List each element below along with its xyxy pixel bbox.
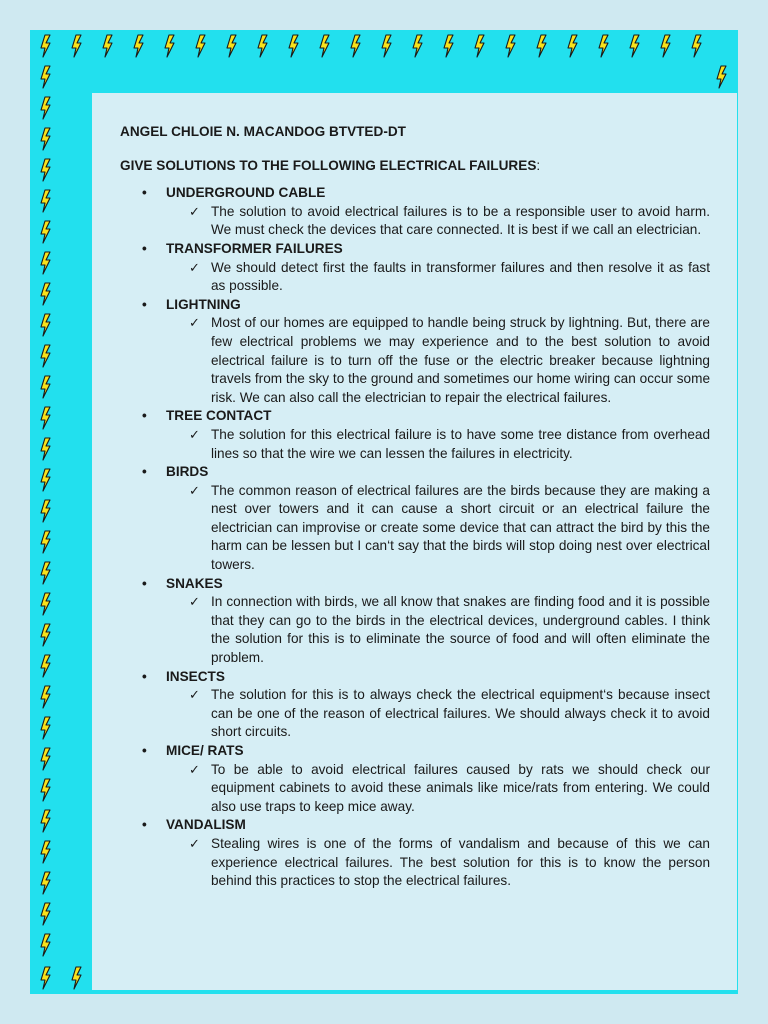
lightning-bolt-icon <box>41 252 50 274</box>
lightning-bolt-icon <box>382 35 391 57</box>
failure-list <box>120 184 710 891</box>
item-title-text: INSECTS <box>166 668 225 684</box>
lightning-bolt-icon <box>41 221 50 243</box>
lightning-bolt-icon <box>351 35 360 57</box>
list-item <box>120 575 710 668</box>
lightning-bolt-icon <box>41 190 50 212</box>
lightning-bolt-icon <box>41 717 50 739</box>
lightning-bolt-icon <box>41 967 50 989</box>
item-answer-text: To be able to avoid electrical failures caused by rats we should check our equipment cabinets to avoid these animals like mice/rats from entering. We could also use traps to keep mice away. <box>211 761 710 814</box>
lightning-bolt-icon <box>320 35 329 57</box>
lightning-bolt-icon <box>41 128 50 150</box>
lightning-bolt-icon <box>41 407 50 429</box>
list-item <box>120 668 710 742</box>
lightning-bolt-icon <box>72 967 81 989</box>
lightning-bolt-icon <box>41 469 50 491</box>
item-title <box>120 407 710 426</box>
lightning-bolt-icon <box>41 779 50 801</box>
author-line: ANGEL CHLOIE N. MACANDOG BTVTED-DT <box>120 124 406 139</box>
lightning-bolt-icon <box>41 872 50 894</box>
item-answer-text: The common reason of electrical failures are the birds because they are making a nest over towers and it can cause a short circuit or an electrical failure the electrician can improvise or create some device that can attract the bird by this the harm can be lessen but I can‘t say that the birds will stop doing nest over electrical towers. <box>211 482 710 573</box>
list-item <box>120 816 710 890</box>
lightning-bolt-icon <box>134 35 143 57</box>
lightning-bolt-icon <box>289 35 298 57</box>
item-title <box>120 742 710 761</box>
lightning-bolt-icon <box>41 686 50 708</box>
item-title <box>120 184 710 203</box>
lightning-bolt-icon <box>41 903 50 925</box>
lightning-bolt-icon <box>41 283 50 305</box>
item-title-text: VANDALISM <box>166 817 246 833</box>
lightning-bolt-icon <box>41 35 50 57</box>
bullet-icon: • <box>142 464 147 480</box>
instruction-heading <box>120 157 710 176</box>
lightning-bolt-icon <box>41 562 50 584</box>
lightning-bolt-icon <box>41 810 50 832</box>
bullet-icon: • <box>142 668 147 684</box>
lightning-bolt-icon <box>258 35 267 57</box>
lightning-bolt-icon <box>475 35 484 57</box>
lightning-bolt-icon <box>41 345 50 367</box>
lightning-bolt-icon <box>41 655 50 677</box>
checkmark-icon: ✓ <box>189 426 200 442</box>
lightning-bolt-icon <box>630 35 639 57</box>
lightning-bolt-icon <box>41 841 50 863</box>
lightning-bolt-icon <box>41 66 50 88</box>
bullet-icon: • <box>142 575 147 591</box>
item-title-text: TRANSFORMER FAILURES <box>166 240 343 256</box>
item-answer-text: In connection with birds, we all know that snakes are finding food and it is possible that they can go to the birds in the electrical devices, underground cables. I think the solution for this is to eliminate the source of food and will often eliminate the problem. <box>211 594 710 666</box>
bullet-icon: • <box>142 296 147 312</box>
lightning-bolt-icon <box>41 438 50 460</box>
lightning-bolt-icon <box>413 35 422 57</box>
checkmark-icon: ✓ <box>189 594 200 610</box>
lightning-bolt-icon <box>506 35 515 57</box>
item-title <box>120 668 710 687</box>
list-item <box>120 184 710 240</box>
item-answer-text: Stealing wires is one of the forms of vandalism and because of this we can experience electrical failures. The best solution for this is to know the person behind this practices to stop the electrical failures. <box>211 835 710 889</box>
list-item <box>120 463 710 575</box>
lightning-bolt-icon <box>41 748 50 770</box>
bullet-icon: • <box>142 408 147 424</box>
list-item <box>120 240 710 296</box>
lightning-bolt-icon <box>41 593 50 615</box>
item-answer-text: Most of our homes are equipped to handle being struck by lightning. But, there are few electrical problems we may experience and to the best solution to avoid electrical failure is to turn off the fuse or the electric breaker because lightning travels from the sky to the ground and sometimes our home wiring can occur some risk. We can also call the electrician to repair the electrical failures. <box>211 315 710 405</box>
instruction-colon: : <box>536 157 541 173</box>
item-answer <box>120 835 710 891</box>
lightning-bolt-icon <box>41 624 50 646</box>
item-title <box>120 575 710 594</box>
checkmark-icon: ✓ <box>189 203 200 219</box>
lightning-bolt-icon <box>41 934 50 956</box>
lightning-bolt-icon <box>227 35 236 57</box>
checkmark-icon: ✓ <box>189 687 200 703</box>
lightning-bolt-icon <box>41 97 50 119</box>
item-answer <box>120 761 710 817</box>
checkmark-icon: ✓ <box>189 761 200 777</box>
lightning-bolt-icon <box>196 35 205 57</box>
bullet-icon: • <box>142 240 147 256</box>
checkmark-icon: ✓ <box>189 482 200 498</box>
lightning-bolt-icon <box>41 376 50 398</box>
document-body <box>120 123 710 891</box>
lightning-bolt-icon <box>41 314 50 336</box>
item-title-text: BIRDS <box>166 464 209 480</box>
item-answer-text: The solution for this electrical failure is to have some tree distance from overhead lines so that the wire we can lessen the failures in electricity. <box>211 426 710 461</box>
lightning-bolt-icon <box>599 35 608 57</box>
lightning-bolt-icon <box>692 35 701 57</box>
item-answer <box>120 259 710 296</box>
lightning-bolt-icon <box>661 35 670 57</box>
list-item <box>120 407 710 463</box>
checkmark-icon: ✓ <box>189 315 200 331</box>
lightning-bolt-icon <box>717 66 726 88</box>
item-title <box>120 296 710 315</box>
item-title-text: TREE CONTACT <box>166 408 272 424</box>
bullet-icon: • <box>142 185 147 201</box>
item-title <box>120 816 710 835</box>
item-answer-text: We should detect first the faults in transformer failures and then resolve it as fast as possible. <box>211 259 710 294</box>
item-answer <box>120 482 710 575</box>
item-answer-text: The solution to avoid electrical failures is to be a responsible user to avoid harm. We must check the devices that care connected. It is best if we call an electrician. <box>211 203 710 238</box>
item-title-text: UNDERGROUND CABLE <box>166 185 326 201</box>
item-title-text: MICE/ RATS <box>166 743 244 758</box>
bullet-icon: • <box>142 743 147 758</box>
instruction-text: GIVE SOLUTIONS TO THE FOLLOWING ELECTRICAL FAILURES <box>120 157 537 173</box>
item-title <box>120 240 710 259</box>
lightning-bolt-icon <box>41 531 50 553</box>
item-title-text: LIGHTNING <box>166 296 241 312</box>
document-content-area <box>92 93 737 990</box>
lightning-bolt-icon <box>72 35 81 57</box>
item-title <box>120 463 710 482</box>
page-border-frame <box>30 30 738 994</box>
item-title-text: SNAKES <box>166 575 223 591</box>
list-item <box>120 742 710 816</box>
checkmark-icon: ✓ <box>189 835 200 851</box>
list-item <box>120 296 710 408</box>
lightning-bolt-icon <box>568 35 577 57</box>
lightning-bolt-icon <box>165 35 174 57</box>
item-answer <box>120 426 710 463</box>
lightning-bolt-icon <box>444 35 453 57</box>
lightning-bolt-icon <box>41 500 50 522</box>
checkmark-icon: ✓ <box>189 259 200 275</box>
lightning-bolt-icon <box>41 159 50 181</box>
item-answer <box>120 314 710 407</box>
item-answer <box>120 203 710 240</box>
item-answer <box>120 686 710 742</box>
lightning-bolt-icon <box>537 35 546 57</box>
item-answer-text: The solution for this is to always check the electrical equipment‘s because insect can be one of the reason of electrical failures. We should always check it to avoid short circuits. <box>211 687 710 740</box>
item-answer <box>120 593 710 667</box>
bullet-icon: • <box>142 817 147 833</box>
lightning-bolt-icon <box>103 35 112 57</box>
